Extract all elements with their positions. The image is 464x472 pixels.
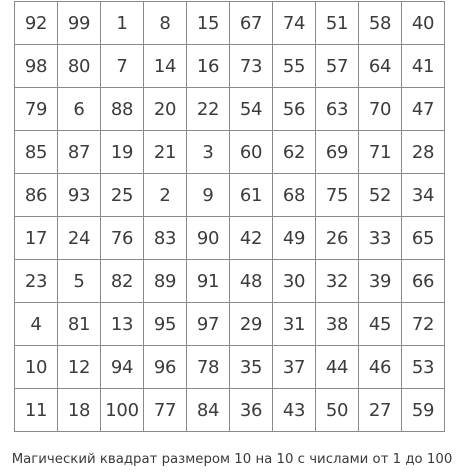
square-cell: 80 [58,45,101,88]
square-cell: 58 [359,2,402,45]
square-cell: 67 [230,2,273,45]
square-cell: 63 [316,88,359,131]
square-cell: 84 [187,389,230,432]
square-cell: 62 [273,131,316,174]
square-cell: 38 [316,303,359,346]
square-cell: 33 [359,217,402,260]
square-cell: 12 [58,346,101,389]
square-cell: 82 [101,260,144,303]
square-cell: 18 [58,389,101,432]
square-cell: 27 [359,389,402,432]
square-cell: 66 [402,260,445,303]
square-cell: 74 [273,2,316,45]
square-cell: 46 [359,346,402,389]
square-cell: 65 [402,217,445,260]
square-cell: 28 [402,131,445,174]
square-cell: 17 [15,217,58,260]
square-cell: 55 [273,45,316,88]
square-cell: 35 [230,346,273,389]
square-cell: 3 [187,131,230,174]
square-cell: 86 [15,174,58,217]
square-cell: 14 [144,45,187,88]
square-cell: 93 [58,174,101,217]
square-cell: 2 [144,174,187,217]
square-cell: 20 [144,88,187,131]
square-cell: 72 [402,303,445,346]
square-cell: 98 [15,45,58,88]
square-cell: 99 [58,2,101,45]
square-cell: 23 [15,260,58,303]
square-cell: 90 [187,217,230,260]
square-cell: 77 [144,389,187,432]
square-cell: 16 [187,45,230,88]
square-cell: 48 [230,260,273,303]
square-cell: 88 [101,88,144,131]
square-cell: 79 [15,88,58,131]
square-cell: 52 [359,174,402,217]
square-cell: 29 [230,303,273,346]
square-cell: 41 [402,45,445,88]
square-cell: 97 [187,303,230,346]
square-cell: 75 [316,174,359,217]
square-cell: 9 [187,174,230,217]
square-cell: 11 [15,389,58,432]
square-cell: 57 [316,45,359,88]
square-cell: 36 [230,389,273,432]
square-cell: 24 [58,217,101,260]
square-cell: 7 [101,45,144,88]
square-cell: 100 [101,389,144,432]
square-cell: 92 [15,2,58,45]
square-cell: 22 [187,88,230,131]
square-cell: 47 [402,88,445,131]
square-cell: 44 [316,346,359,389]
square-cell: 31 [273,303,316,346]
square-cell: 15 [187,2,230,45]
square-cell: 89 [144,260,187,303]
square-cell: 42 [230,217,273,260]
square-cell: 40 [402,2,445,45]
square-cell: 59 [402,389,445,432]
square-cell: 91 [187,260,230,303]
square-cell: 70 [359,88,402,131]
square-cell: 5 [58,260,101,303]
square-cell: 30 [273,260,316,303]
square-cell: 45 [359,303,402,346]
square-cell: 53 [402,346,445,389]
square-cell: 26 [316,217,359,260]
square-cell: 95 [144,303,187,346]
square-cell: 21 [144,131,187,174]
square-cell: 49 [273,217,316,260]
square-cell: 25 [101,174,144,217]
square-cell: 4 [15,303,58,346]
square-cell: 43 [273,389,316,432]
square-cell: 56 [273,88,316,131]
square-cell: 68 [273,174,316,217]
square-cell: 96 [144,346,187,389]
square-cell: 94 [101,346,144,389]
square-cell: 19 [101,131,144,174]
square-cell: 73 [230,45,273,88]
square-cell: 87 [58,131,101,174]
square-cell: 69 [316,131,359,174]
square-cell: 39 [359,260,402,303]
square-cell: 64 [359,45,402,88]
square-cell: 8 [144,2,187,45]
square-cell: 60 [230,131,273,174]
magic-square-grid [14,1,445,432]
square-cell: 85 [15,131,58,174]
square-cell: 50 [316,389,359,432]
square-cell: 6 [58,88,101,131]
square-cell: 71 [359,131,402,174]
square-cell: 76 [101,217,144,260]
caption: Магический квадрат размером 10 на 10 с числами от 1 до 100 [11,452,453,467]
square-cell: 1 [101,2,144,45]
square-cell: 81 [58,303,101,346]
square-cell: 83 [144,217,187,260]
square-cell: 54 [230,88,273,131]
square-cell: 61 [230,174,273,217]
square-cell: 78 [187,346,230,389]
square-cell: 37 [273,346,316,389]
square-cell: 10 [15,346,58,389]
square-cell: 13 [101,303,144,346]
square-cell: 32 [316,260,359,303]
square-cell: 34 [402,174,445,217]
square-cell: 51 [316,2,359,45]
